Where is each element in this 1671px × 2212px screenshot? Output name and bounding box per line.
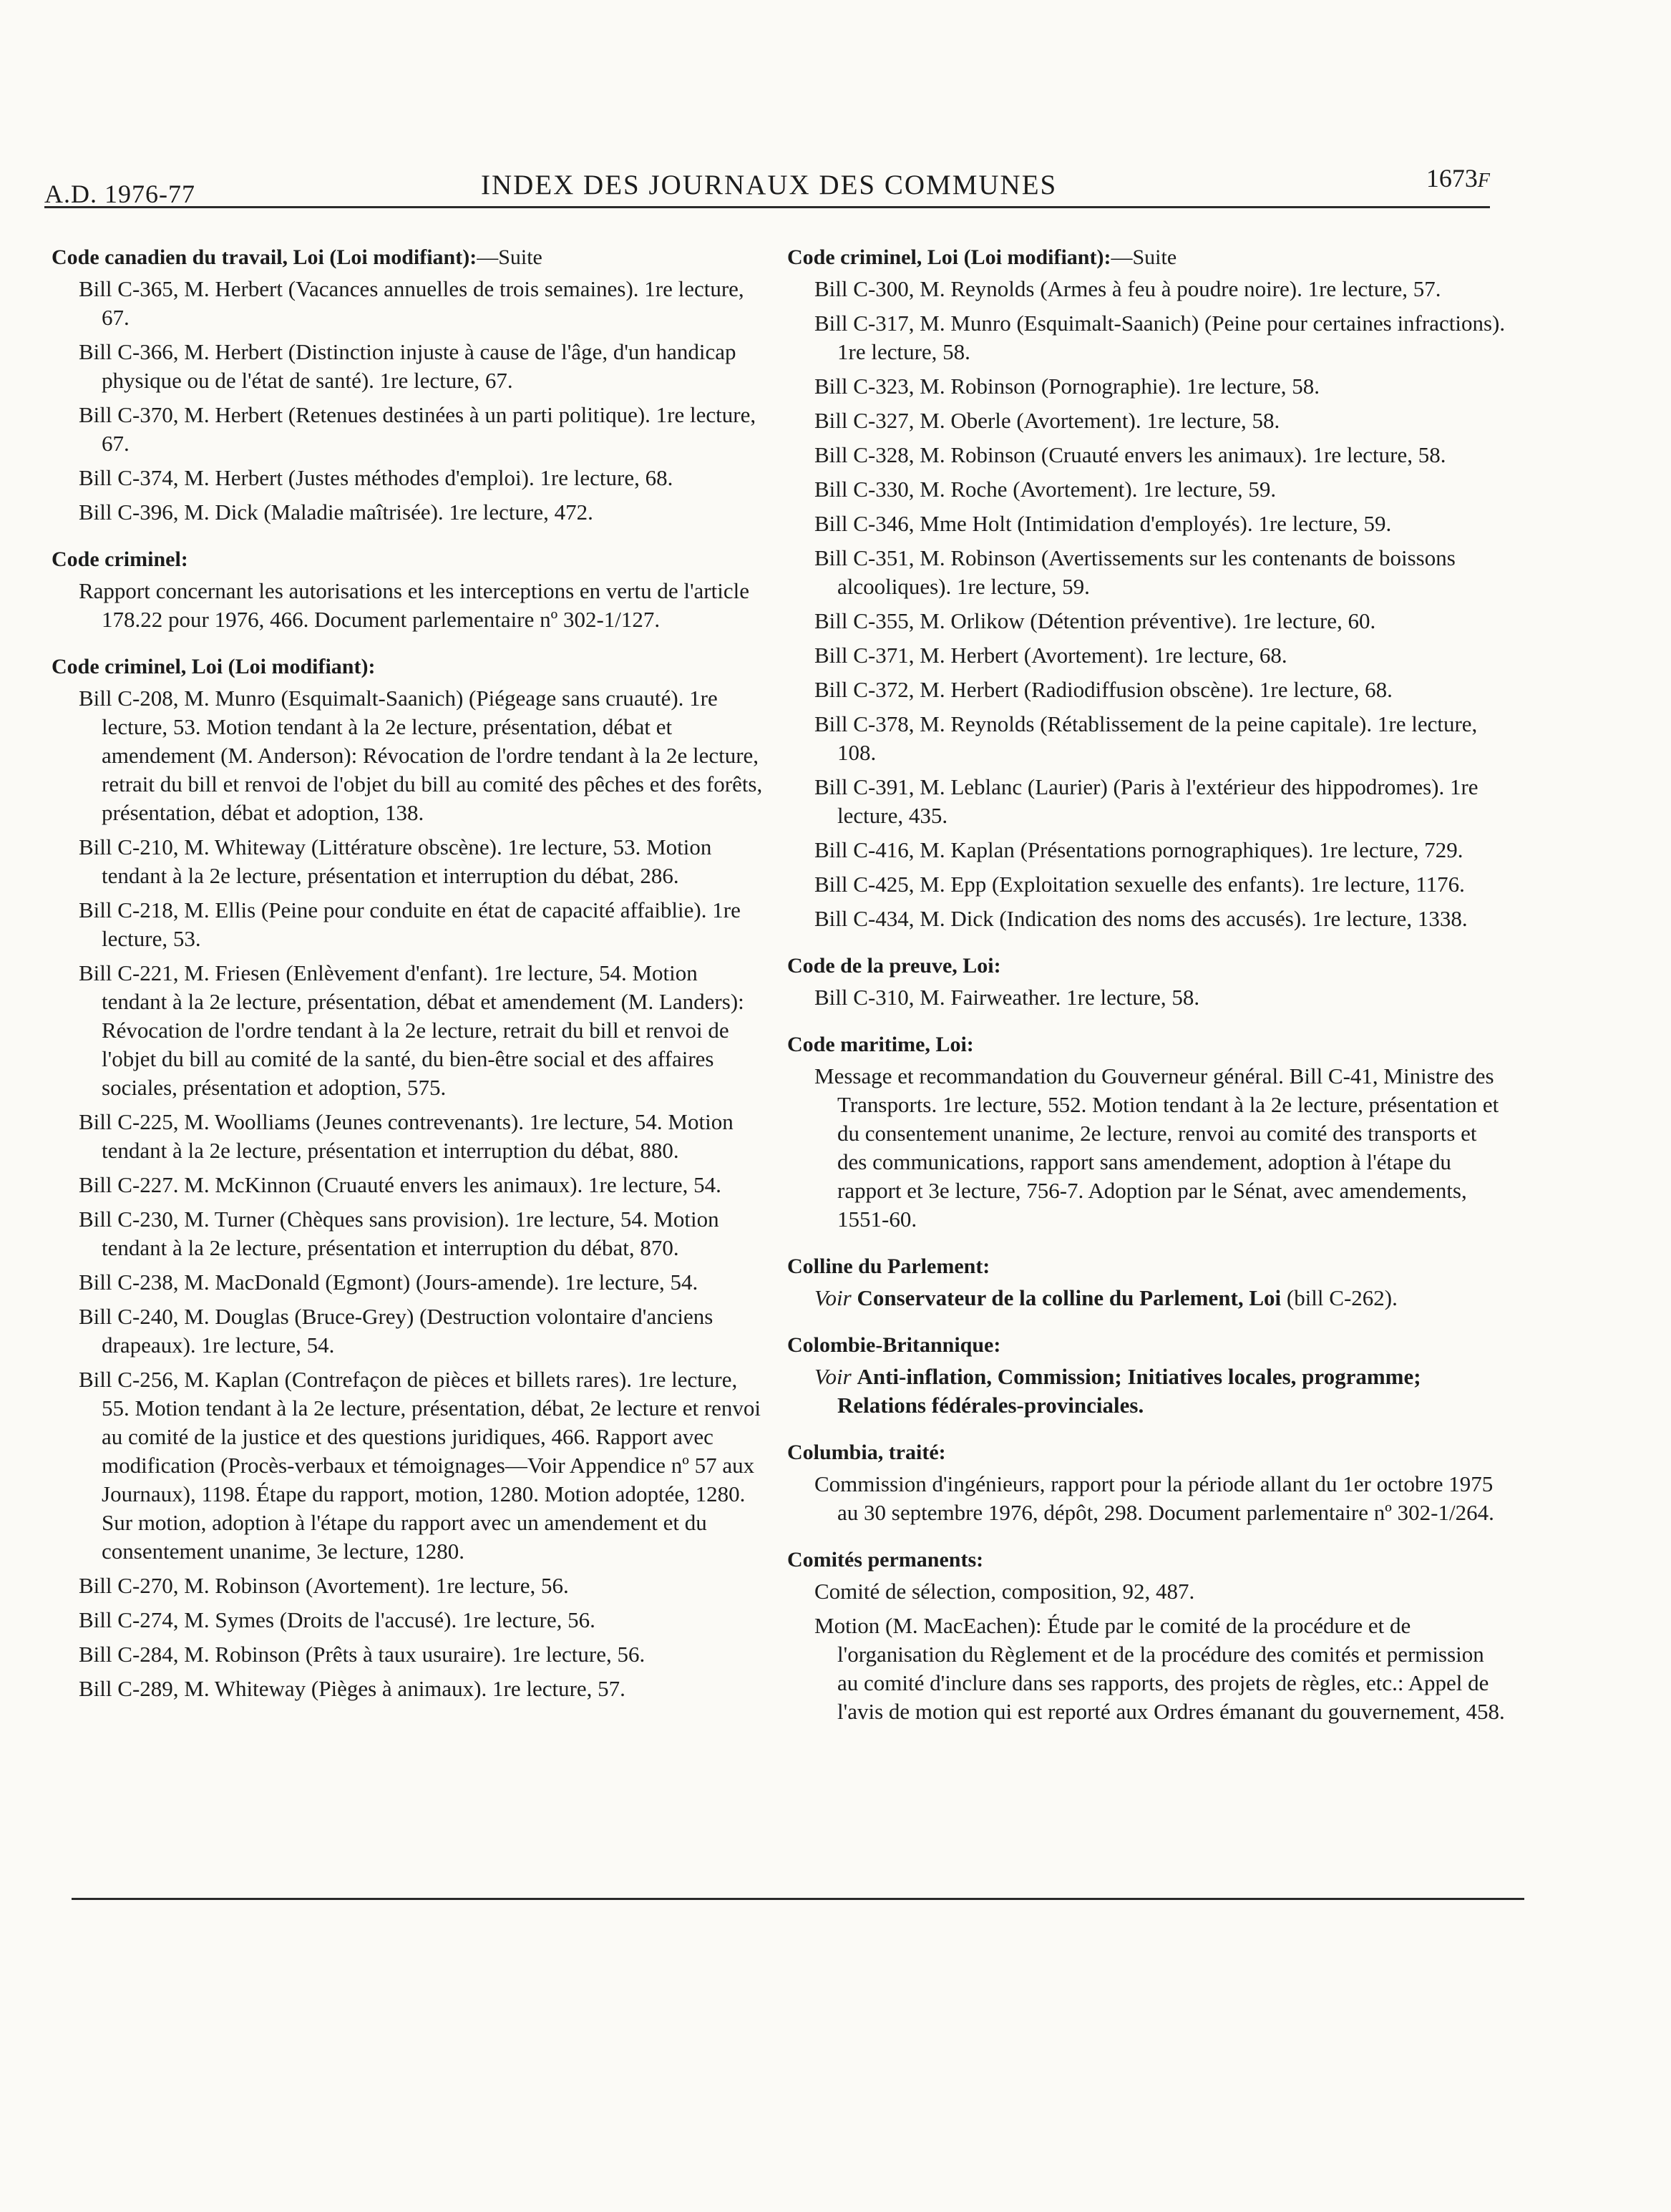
index-section-comites-permanents bbox=[787, 1546, 1524, 1726]
page-header bbox=[44, 163, 1490, 208]
index-entry: Bill C-327, M. Oberle (Avortement). 1re lecture, 58. bbox=[814, 408, 1280, 433]
section-heading bbox=[787, 1031, 1524, 1059]
index-entry: Bill C-391, M. Leblanc (Laurier) (Paris à l'extérieur des hippodromes). 1re lecture, 435. bbox=[814, 774, 1478, 828]
index-entry: Bill C-330, M. Roche (Avortement). 1re lecture, 59. bbox=[814, 477, 1277, 502]
see-also-entry bbox=[787, 1363, 1524, 1420]
index-entry: Bill C-355, M. Orlikow (Détention préventive). 1re lecture, 60. bbox=[814, 608, 1376, 633]
section-heading bbox=[52, 243, 781, 272]
page-suffix: F bbox=[1477, 170, 1490, 192]
see-also-reference: Conservateur de la colline du Parlement, Loi bbox=[857, 1285, 1282, 1310]
index-entry: Bill C-270, M. Robinson (Avortement). 1re lecture, 56. bbox=[79, 1573, 569, 1598]
voir-label: Voir bbox=[814, 1285, 852, 1310]
index-entry: Bill C-378, M. Reynolds (Rétablissement de la peine capitale). 1re lecture, 108. bbox=[814, 711, 1478, 765]
heading-text: Colombie-Britannique: bbox=[787, 1333, 1001, 1357]
index-entry: Bill C-289, M. Whiteway (Pièges à animaux). 1re lecture, 57. bbox=[79, 1676, 625, 1701]
index-entry: Bill C-317, M. Munro (Esquimalt-Saanich) (Peine pour certaines infractions). 1re lecture, 58. bbox=[814, 311, 1506, 364]
heading-text: Code criminel: bbox=[52, 547, 188, 571]
index-entry: Bill C-346, Mme Holt (Intimidation d'employés). 1re lecture, 59. bbox=[814, 511, 1392, 536]
see-also-rest: (bill C-262). bbox=[1281, 1285, 1398, 1310]
index-entry: Bill C-310, M. Fairweather. 1re lecture, 58. bbox=[814, 985, 1200, 1010]
see-also-reference: Anti-inflation, Commission; Initiatives locales, programme; Relations fédérales-provinciales. bbox=[837, 1364, 1421, 1418]
index-entry: Rapport concernant les autorisations et les interceptions en vertu de l'article 178.22 pour 1976, 466. Document parlementaire nº 302-1/127. bbox=[79, 578, 749, 632]
index-entry: Bill C-218, M. Ellis (Peine pour conduite en état de capacité affaiblie). 1re lecture, 53. bbox=[79, 897, 741, 951]
index-entry: Message et recommandation du Gouverneur général. Bill C-41, Ministre des Transports. 1re lecture, 552. Motion tendant à la 2e lecture, présentation et du consentement unanime, 2e lecture, renvoi au comité des transports et des communications, rapport sans amendement, adoption à l'étape du rapport et 3e lecture, 756-7. Adoption par le Sénat, avec amendements, 1551-60. bbox=[814, 1063, 1499, 1232]
index-entry: Bill C-372, M. Herbert (Radiodiffusion obscène). 1re lecture, 68. bbox=[814, 677, 1393, 702]
section-heading bbox=[52, 545, 781, 574]
section-heading bbox=[787, 1331, 1524, 1360]
index-entry: Bill C-225, M. Woolliams (Jeunes contrevenants). 1re lecture, 54. Motion tendant à la 2e lecture, présentation et interruption du débat, 880. bbox=[79, 1109, 734, 1163]
left-column bbox=[52, 243, 781, 1722]
voir-label: Voir bbox=[814, 1364, 852, 1389]
index-entry: Bill C-230, M. Turner (Chèques sans provision). 1re lecture, 54. Motion tendant à la 2e lecture, présentation et interruption du débat, 870. bbox=[79, 1207, 719, 1260]
index-entry: Bill C-425, M. Epp (Exploitation sexuelle des enfants). 1re lecture, 1176. bbox=[814, 872, 1465, 897]
index-entry: Comité de sélection, composition, 92, 487. bbox=[814, 1579, 1195, 1604]
heading-text: Columbia, traité: bbox=[787, 1441, 946, 1464]
heading-text: Code criminel, Loi (Loi modifiant): bbox=[787, 245, 1111, 269]
index-entry: Bill C-366, M. Herbert (Distinction injuste à cause de l'âge, d'un handicap physique ou de l'état de santé). 1re lecture, 67. bbox=[79, 339, 736, 393]
index-entry: Commission d'ingénieurs, rapport pour la période allant du 1er octobre 1975 au 30 septembre 1976, dépôt, 298. Document parlementaire nº 302-1/264. bbox=[814, 1471, 1494, 1525]
heading-text: Code de la preuve, Loi: bbox=[787, 954, 1001, 978]
index-section-code-criminel bbox=[52, 545, 781, 634]
index-section-code-de-la-preuve-loi bbox=[787, 952, 1524, 1012]
index-entry: Bill C-374, M. Herbert (Justes méthodes d'emploi). 1re lecture, 68. bbox=[79, 465, 673, 490]
section-heading bbox=[787, 243, 1524, 272]
right-column bbox=[787, 243, 1524, 1745]
index-entry: Bill C-240, M. Douglas (Bruce-Grey) (Destruction volontaire d'anciens drapeaux). 1re lecture, 54. bbox=[79, 1304, 713, 1358]
index-section-code-maritime-loi bbox=[787, 1031, 1524, 1234]
heading-suffix: —Suite bbox=[1111, 245, 1177, 269]
index-entry: Bill C-284, M. Robinson (Prêts à taux usuraire). 1re lecture, 56. bbox=[79, 1642, 645, 1667]
index-entry: Bill C-365, M. Herbert (Vacances annuelles de trois semaines). 1re lecture, 67. bbox=[79, 276, 744, 330]
index-section-colombie-britannique bbox=[787, 1331, 1524, 1420]
index-section-columbia-traite bbox=[787, 1438, 1524, 1527]
index-entry: Bill C-274, M. Symes (Droits de l'accusé). 1re lecture, 56. bbox=[79, 1607, 595, 1632]
section-heading bbox=[787, 1546, 1524, 1574]
index-section-code-criminel-loi-loi-modifiant bbox=[52, 653, 781, 1703]
index-entry: Bill C-227. M. McKinnon (Cruauté envers les animaux). 1re lecture, 54. bbox=[79, 1172, 721, 1197]
heading-text: Colline du Parlement: bbox=[787, 1254, 990, 1278]
heading-text: Code canadien du travail, Loi (Loi modifiant): bbox=[52, 245, 477, 269]
section-heading bbox=[787, 1252, 1524, 1281]
see-also-entry bbox=[787, 1284, 1524, 1312]
index-section-colline-du-parlement bbox=[787, 1252, 1524, 1312]
heading-suffix: —Suite bbox=[477, 245, 542, 269]
index-entry: Bill C-238, M. MacDonald (Egmont) (Jours-amende). 1re lecture, 54. bbox=[79, 1270, 698, 1295]
section-heading bbox=[787, 952, 1524, 980]
index-section-code-criminel-loi-loi-modifiant bbox=[787, 243, 1524, 933]
index-entry: Bill C-328, M. Robinson (Cruauté envers les animaux). 1re lecture, 58. bbox=[814, 442, 1446, 467]
index-entry: Bill C-434, M. Dick (Indication des noms des accusés). 1re lecture, 1338. bbox=[814, 906, 1468, 931]
index-entry: Bill C-221, M. Friesen (Enlèvement d'enfant). 1re lecture, 54. Motion tendant à la 2e lecture, présentation, débat et amendement (M. Landers): Révocation de l'ordre tendant à la 2e lecture, retrait du bill et renvoi de l'objet du bill au comité de la santé, du bien-être social et des affaires sociales, présentation et adoption, 575. bbox=[79, 960, 744, 1100]
heading-text: Code maritime, Loi: bbox=[787, 1033, 974, 1056]
index-entry: Bill C-370, M. Herbert (Retenues destinées à un parti politique). 1re lecture, 67. bbox=[79, 402, 756, 456]
page-number: 1673 bbox=[1426, 164, 1478, 193]
index-entry: Bill C-396, M. Dick (Maladie maîtrisée). 1re lecture, 472. bbox=[79, 500, 593, 525]
index-entry: Bill C-351, M. Robinson (Avertissements sur les contenants de boissons alcooliques). 1re lecture, 59. bbox=[814, 545, 1456, 599]
section-heading bbox=[787, 1438, 1524, 1467]
index-entry: Bill C-210, M. Whiteway (Littérature obscène). 1re lecture, 53. Motion tendant à la 2e lecture, présentation et interruption du débat, 286. bbox=[79, 834, 712, 888]
heading-text: Comités permanents: bbox=[787, 1548, 984, 1572]
heading-text: Code criminel, Loi (Loi modifiant): bbox=[52, 655, 376, 678]
header-page-number bbox=[1426, 163, 1490, 193]
index-entry: Bill C-256, M. Kaplan (Contrefaçon de pièces et billets rares). 1re lecture, 55. Motion tendant à la 2e lecture, présentation, débat, 2e lecture et renvoi au comité de la justice et des questions juridiques, 466. Rapport avec modification (Procès-verbaux et témoignages—Voir Appendice nº 57 aux Journaux), 1198. Étape du rapport, motion, 1280. Motion adoptée, 1280. Sur motion, adoption à l'étape du rapport avec un amendement et du consentement unanime, 3e lecture, 1280. bbox=[79, 1367, 761, 1564]
header-title: INDEX DES JOURNAUX DES COMMUNES bbox=[481, 170, 1058, 200]
index-entry: Bill C-300, M. Reynolds (Armes à feu à poudre noire). 1re lecture, 57. bbox=[814, 276, 1441, 301]
index-entry: Bill C-416, M. Kaplan (Présentations pornographiques). 1re lecture, 729. bbox=[814, 837, 1463, 862]
index-entry: Motion (M. MacEachen): Étude par le comité de la procédure et de l'organisation du Règlement et de la procédure des comités et permission au comité d'inclure dans ses rapports, des projets de règles, etc.: Appel de l'avis de motion qui est reporté aux Ordres émanant du gouvernement, 458. bbox=[814, 1613, 1505, 1724]
footer-rule bbox=[72, 1898, 1524, 1900]
header-year: A.D. 1976-77 bbox=[44, 180, 195, 208]
index-entry: Bill C-371, M. Herbert (Avortement). 1re lecture, 68. bbox=[814, 643, 1287, 668]
index-entry: Bill C-208, M. Munro (Esquimalt-Saanich) (Piégeage sans cruauté). 1re lecture, 53. Motion tendant à la 2e lecture, présentation, débat et amendement (M. Anderson): Révocation de l'ordre tendant à la 2e lecture, retrait du bill et renvoi de l'objet du bill au comité des pêches et des forêts, présentation, débat et adoption, 138. bbox=[79, 686, 763, 825]
index-entry: Bill C-323, M. Robinson (Pornographie). 1re lecture, 58. bbox=[814, 374, 1320, 399]
section-heading bbox=[52, 653, 781, 681]
index-section-code-canadien-du-travail-loi-loi-modifia bbox=[52, 243, 781, 527]
